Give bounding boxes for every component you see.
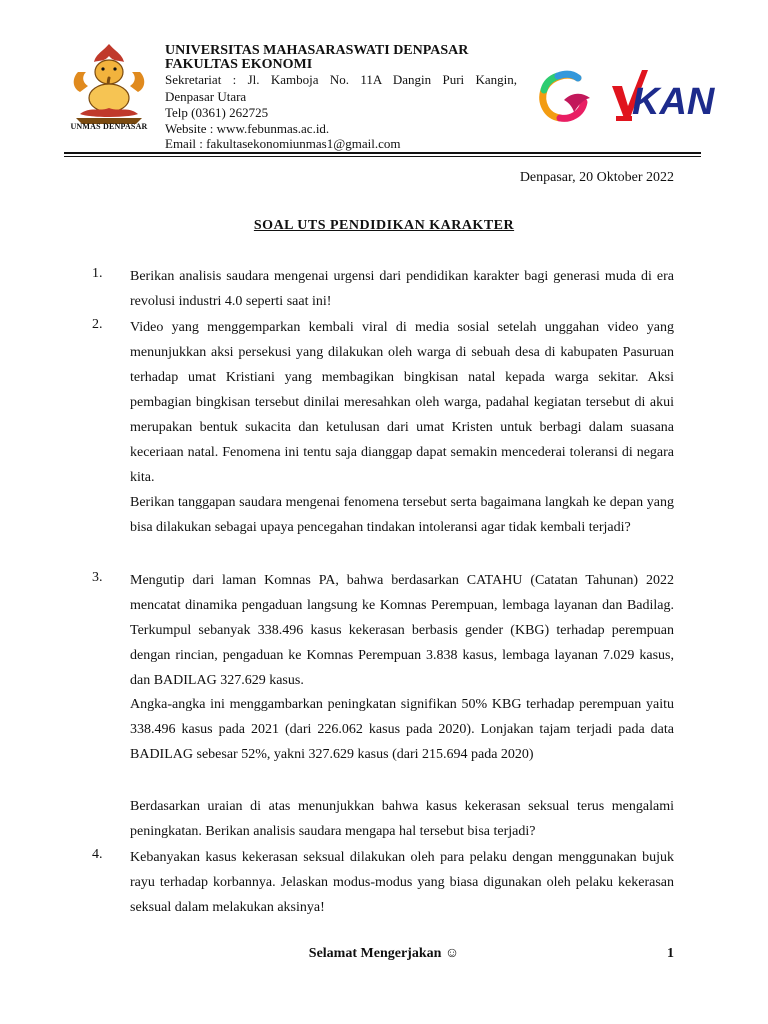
- header-rule-thick: [64, 152, 701, 154]
- question-2-text-a: Video yang menggemparkan kembali viral di media sosial setelah unggahan video yang menunjukkan aksi persekusi yang dilakukan oleh warga di sebuah desa di kabupaten Pasuruan terhadap umat Kristiani yang membagikan bingkisan natal kepada warga sekitar. Aksi pembagian bingkisan tersebut dinilai meresahkan oleh warga, padahal kegiatan tersebut di akui merupakan bentuk sukacita dan ketulusan dari umat Kristen untuk berbagi dalam suasana keceriaan natal. Fenomena ini tentu saja dianggap dapat semakin mencederai toleransi di negara kita.: [130, 320, 674, 485]
- header-rule-thin: [64, 156, 701, 157]
- document-title: SOAL UTS PENDIDIKAN KARAKTER: [253, 218, 515, 233]
- question-1-text: Berikan analisis saudara mengenai urgensi dari pendidikan karakter bagi generasi muda di era revolusi industri 4.0 seperti saat ini!: [130, 269, 674, 309]
- question-3-text-c: Berdasarkan uraian di atas menunjukkan bahwa kasus kekerasan seksual terus mengalami peningkatan. Berikan analisis saudara mengapa hal tersebut bisa terjadi?: [130, 799, 674, 839]
- question-number: 3.: [92, 570, 103, 585]
- unmas-logo: [66, 42, 152, 134]
- question-2-text-b: Berikan tanggapan saudara mengenai fenomena tersebut serta bagaimana langkah ke depan yang bisa dilakukan sebagai upaya pencegahan tindakan intoleransi agar tidak kembali terjadi?: [130, 495, 674, 535]
- website: Website : www.febunmas.ac.id.: [165, 121, 330, 136]
- page-number: 1: [667, 946, 674, 961]
- university-name: UNIVERSITAS MAHASARASWATI DENPASAR: [165, 43, 469, 58]
- address-line-2: Denpasar Utara: [165, 89, 247, 104]
- question-number: 4.: [92, 847, 103, 862]
- phone: Telp (0361) 262725: [165, 105, 269, 120]
- document-date: Denpasar, 20 Oktober 2022: [519, 170, 674, 185]
- logo-caption: UNMAS DENPASAR: [70, 122, 148, 131]
- accreditation-g-logo: [538, 70, 594, 122]
- question-3-text-a: Mengutip dari laman Komnas PA, bahwa berdasarkan CATAHU (Catatan Tahunan) 2022 mencatat dinamika pengaduan langsung ke Komnas Perempuan, lembaga layanan dan Badilag. Terkumpul sebanyak 338.496 kasus kekerasan berbasis gender (KBG) terhadap perempuan dengan rincian, pengaduan ke Komnas Perempuan 3.838 kasus, lembaga layanan 7.029 kasus, dan BADILAG 327.629 kasus.: [130, 573, 674, 688]
- faculty-name: FAKULTAS EKONOMI: [165, 57, 313, 72]
- email: Email : fakultasekonomiunmas1@gmail.com: [165, 136, 401, 151]
- address-line-1: Sekretariat : Jl. Kamboja No. 11A Dangin Puri Kangin,: [165, 72, 517, 87]
- kan-logo-text: KAN: [632, 81, 715, 123]
- question-number: 2.: [92, 317, 103, 332]
- question-4-text: Kebanyakan kasus kekerasan seksual dilakukan oleh para pelaku dengan menggunakan bujuk rayu terhadap korbannya. Jelaskan modus-modus yang biasa digunakan oleh pelaku kekerasan seksual dalam melakukan aksinya!: [130, 850, 674, 915]
- kan-logo: [610, 66, 715, 124]
- question-3-text-b: Angka-angka ini menggambarkan peningkatan signifikan 50% KBG terhadap perempuan yaitu 338.496 kasus pada 2021 (dari 226.062 kasus pada 2020). Lonjakan tajam terjadi pada data BADILAG sebesar 52%, yakni 327.629 kasus (dari 215.694 pada 2020): [130, 697, 674, 762]
- closing-message: Selamat Mengerjakan ☺: [308, 946, 460, 961]
- question-number: 1.: [92, 266, 103, 281]
